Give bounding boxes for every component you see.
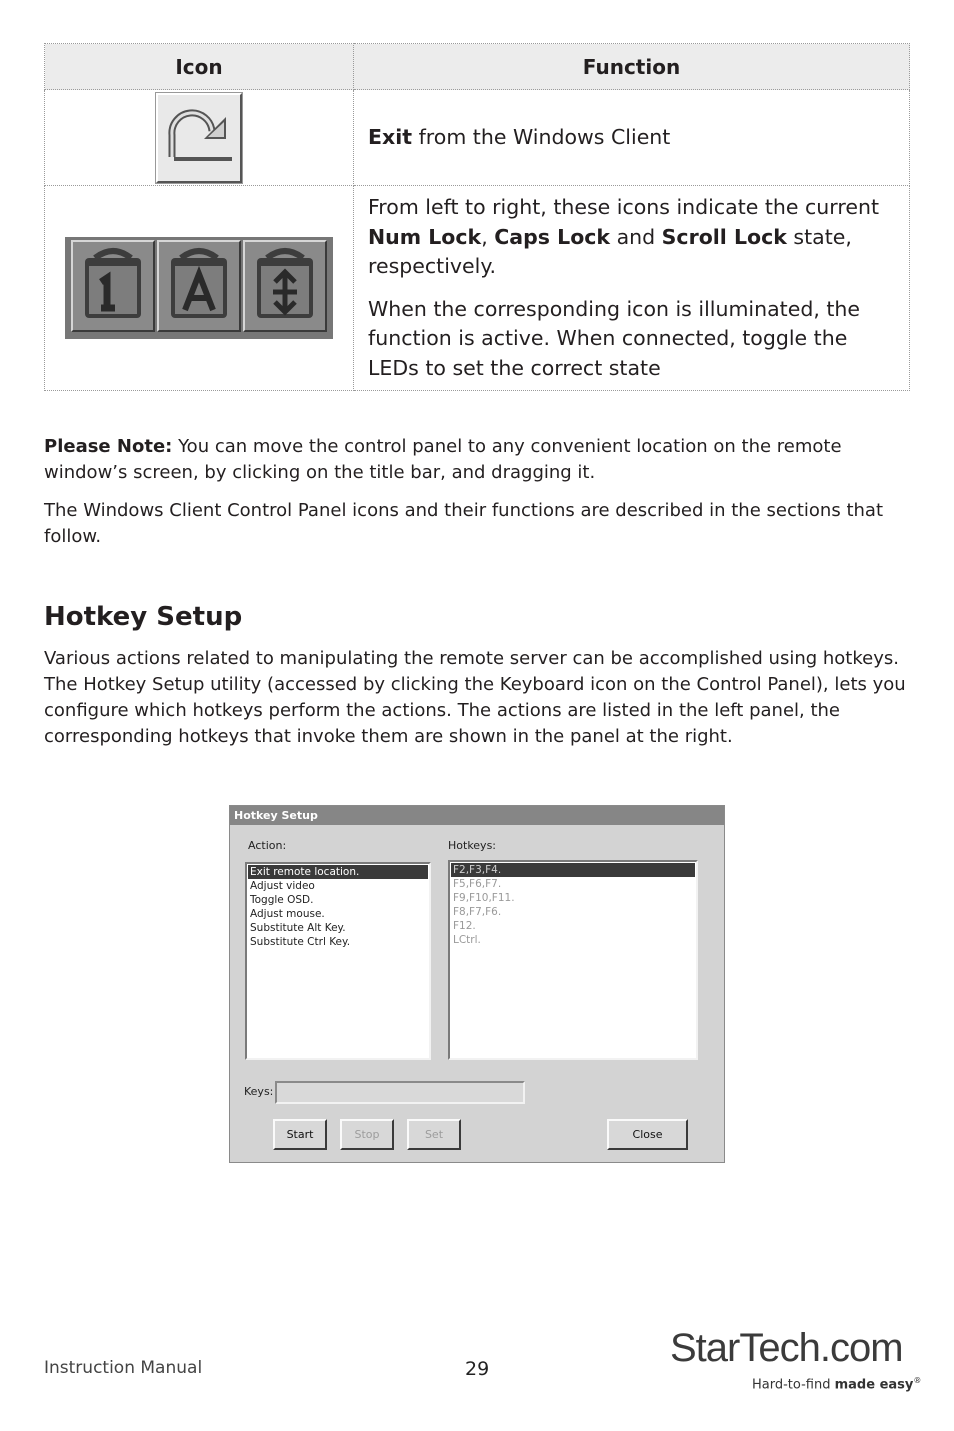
keys-input[interactable] xyxy=(275,1081,525,1104)
logo-brand: StarTech.com xyxy=(670,1326,903,1370)
exit-description: Exit from the Windows Client xyxy=(368,124,671,149)
exit-icon xyxy=(156,93,242,183)
list-item[interactable]: Substitute Alt Key. xyxy=(250,922,346,934)
lock-illumination-description: When the corresponding icon is illuminated, the function is active. When connected, toggle the LEDs to set the correct state xyxy=(368,296,861,380)
logo-tagline: Hard-to-find made easy® xyxy=(752,1376,922,1393)
list-item[interactable]: F9,F10,F11. xyxy=(453,892,515,904)
hotkey-setup-dialog xyxy=(229,805,725,1163)
table-header-icon: Icon xyxy=(45,44,354,90)
list-item[interactable]: F8,F7,F6. xyxy=(453,906,502,918)
list-item[interactable]: F12. xyxy=(453,920,476,932)
keys-label: Keys: xyxy=(244,1085,274,1098)
action-list[interactable] xyxy=(245,862,431,1060)
icon-function-table xyxy=(44,43,910,391)
num-lock-icon xyxy=(71,240,155,332)
lock-description: From left to right, these icons indicate the current Num Lock, Caps Lock and Scroll Lock state, respectively. xyxy=(368,195,879,278)
list-item[interactable]: Adjust video xyxy=(250,880,315,892)
action-label: Action: xyxy=(248,839,287,852)
hotkeys-label: Hotkeys: xyxy=(448,839,497,852)
intro-paragraph: The Windows Client Control Panel icons and their functions are described in the sections that follow. xyxy=(44,500,883,547)
table-header-function: Function xyxy=(354,44,910,90)
section-title: Hotkey Setup xyxy=(44,602,243,632)
list-item[interactable]: LCtrl. xyxy=(453,934,481,946)
list-item[interactable]: Exit remote location. xyxy=(248,865,428,879)
list-item[interactable]: F2,F3,F4. xyxy=(451,863,695,877)
table-row xyxy=(45,90,910,186)
hotkeys-list[interactable] xyxy=(448,860,698,1060)
close-button[interactable]: Close xyxy=(607,1119,688,1150)
page-number: 29 xyxy=(465,1358,490,1380)
please-note: Please Note: You can move the control panel to any convenient location on the remote window’s screen, by clicking on the title bar, and dragging it. xyxy=(44,436,842,483)
list-item[interactable]: F5,F6,F7. xyxy=(453,878,502,890)
list-item[interactable]: Adjust mouse. xyxy=(250,908,325,920)
section-body: Various actions related to manipulating the remote server can be accomplished using hotkeys. The Hotkey Setup utility (accessed by clicking the Keyboard icon on the Control Panel), lets you configure which hotkeys perform the actions. The actions are listed in the left panel, the corresponding hotkeys that invoke them are shown in the panel at the right. xyxy=(44,648,906,747)
startech-logo xyxy=(670,1326,920,1396)
footer-manual-label: Instruction Manual xyxy=(44,1358,203,1378)
stop-button[interactable]: Stop xyxy=(340,1119,394,1150)
list-item[interactable]: Substitute Ctrl Key. xyxy=(250,936,351,948)
table-row xyxy=(45,186,910,391)
scroll-lock-icon xyxy=(243,240,327,332)
dialog-title-bar[interactable]: Hotkey Setup xyxy=(230,806,724,825)
set-button[interactable]: Set xyxy=(407,1119,461,1150)
start-button[interactable]: Start xyxy=(273,1119,327,1150)
caps-lock-icon xyxy=(157,240,241,332)
lock-indicators xyxy=(65,237,333,339)
list-item[interactable]: Toggle OSD. xyxy=(250,894,314,906)
